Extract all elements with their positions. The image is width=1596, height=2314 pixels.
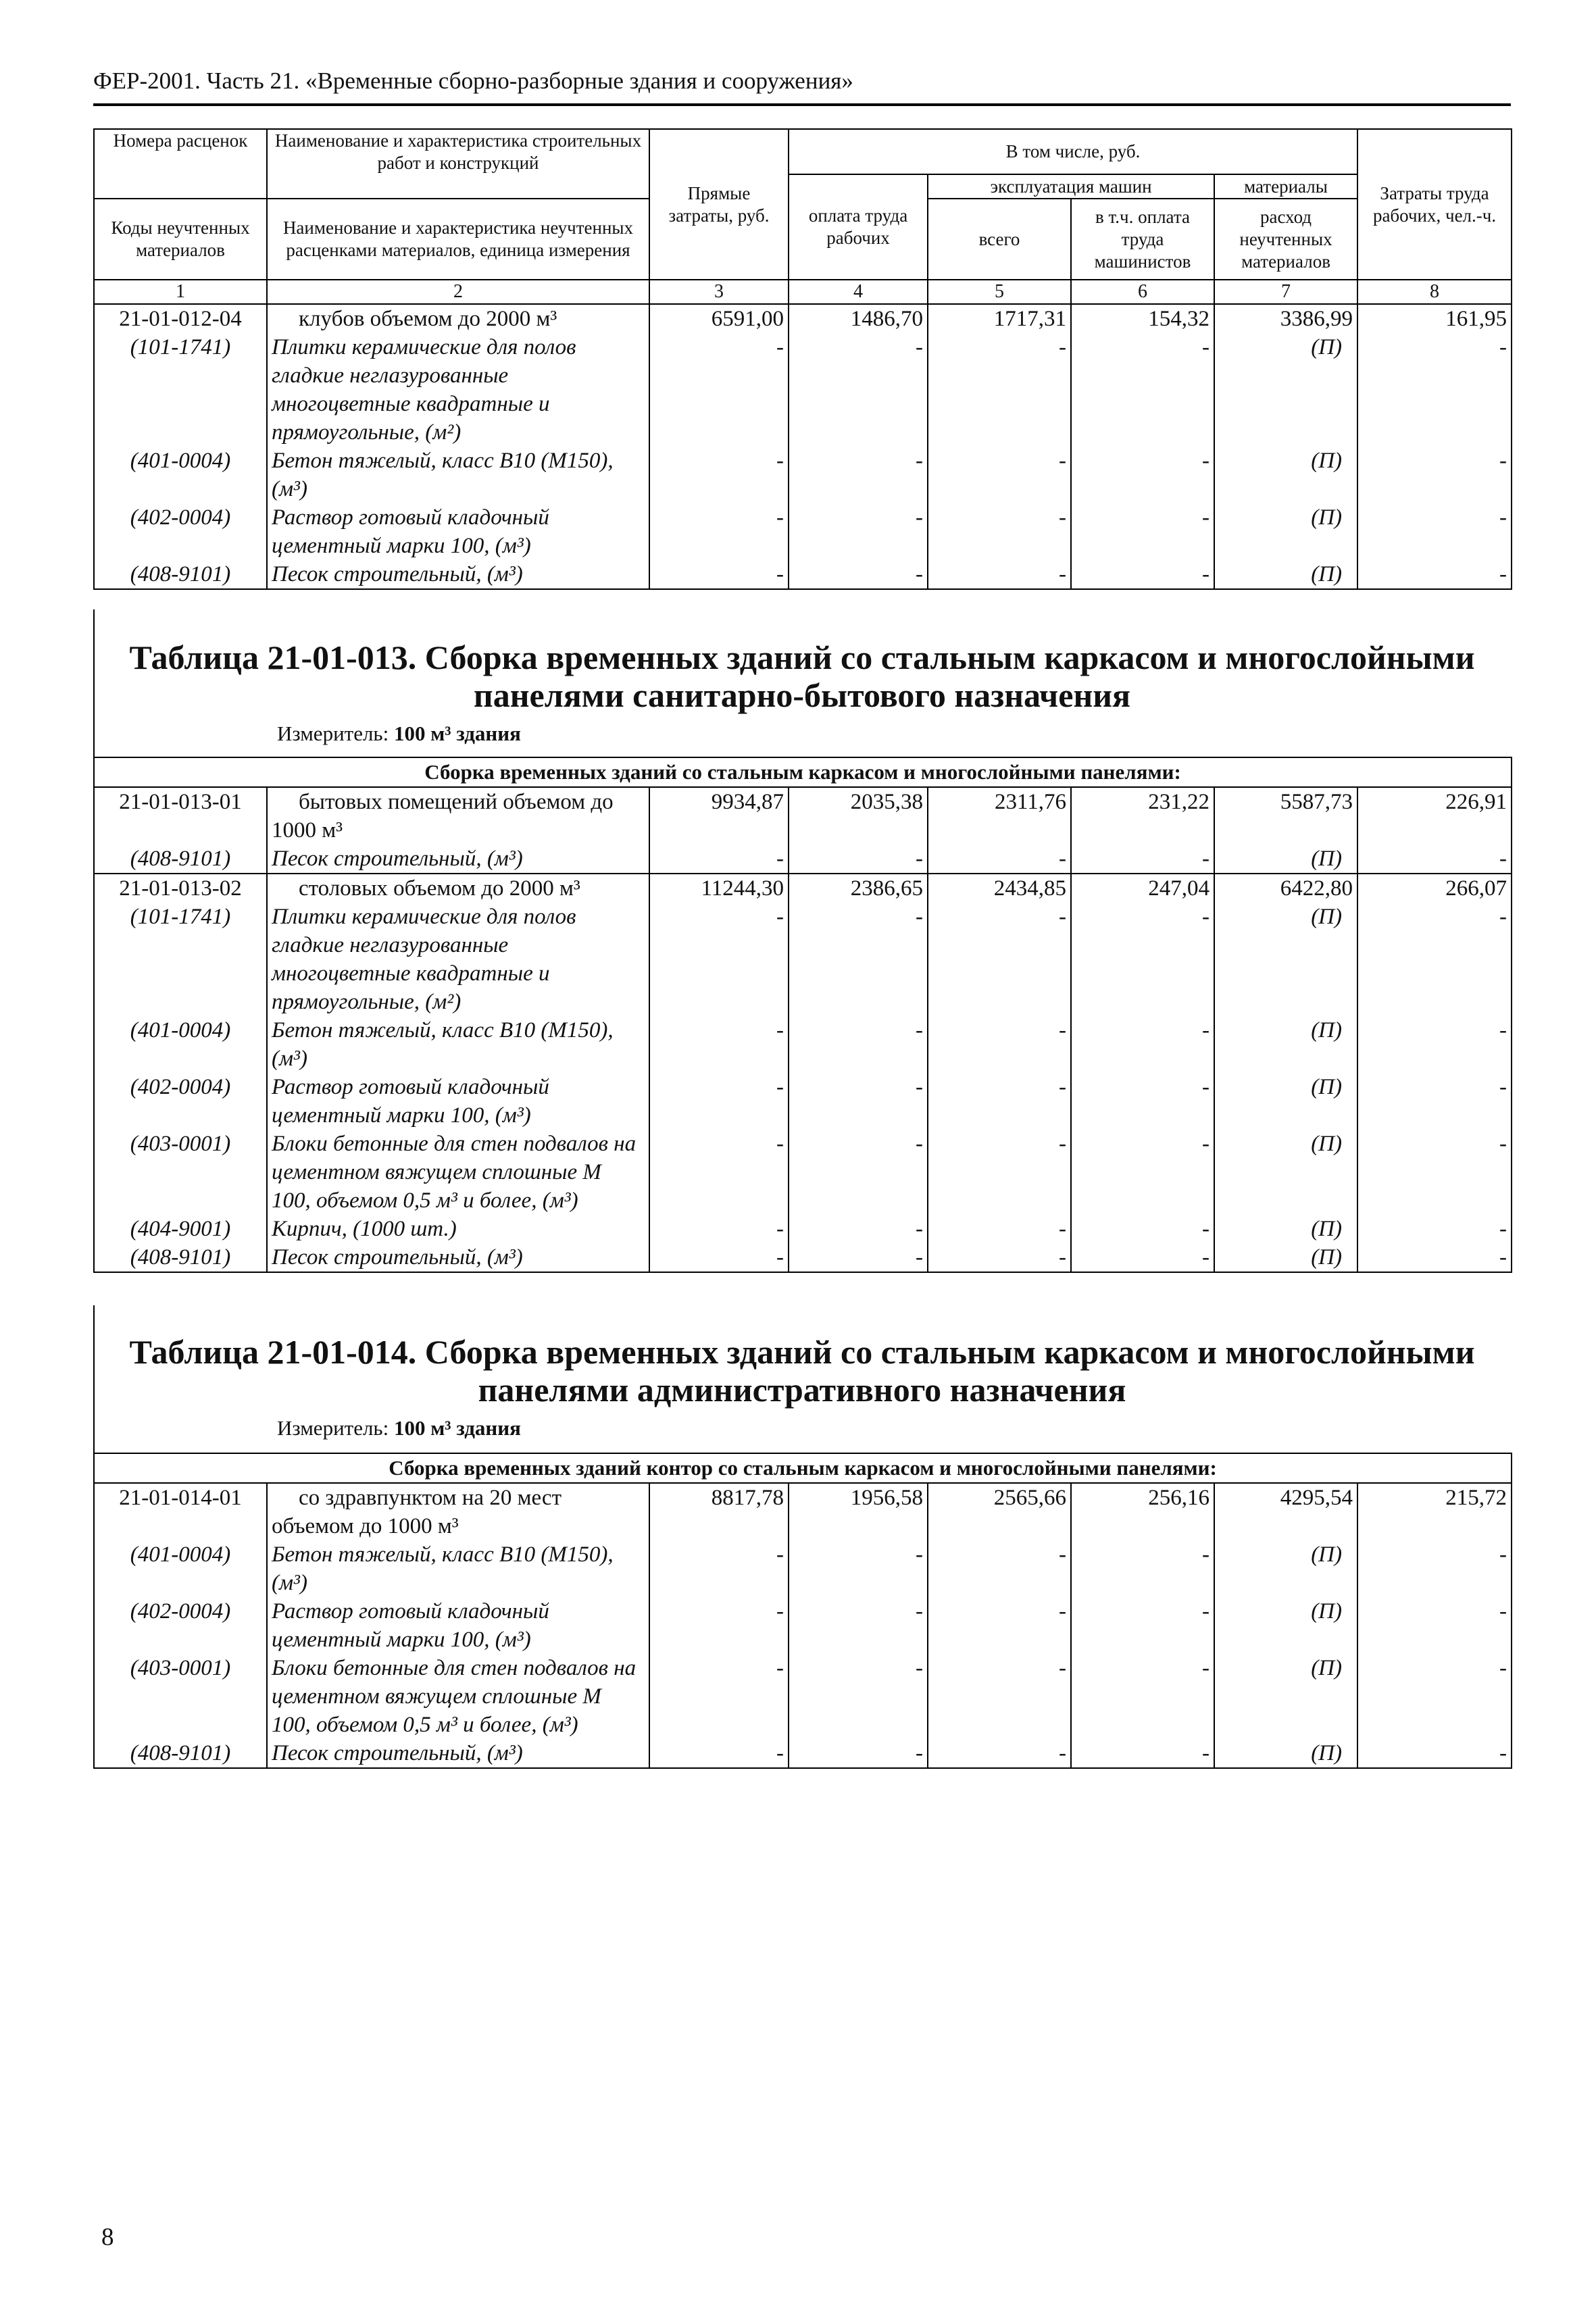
value-cell: - [789, 903, 928, 1016]
material-name: Песок строительный, (м³) [267, 1739, 649, 1768]
value-cell: 6591,00 [649, 304, 789, 333]
material-name: Раствор готовый кладочный цементный марки 100, (м³) [267, 1597, 649, 1654]
value-cell: - [649, 560, 789, 589]
value-cell: - [1357, 1597, 1512, 1654]
value-cell: - [1357, 333, 1512, 447]
value-cell: 11244,30 [649, 874, 789, 903]
value-cell: (П) [1214, 560, 1357, 589]
value-cell: - [649, 1739, 789, 1768]
value-cell: - [649, 1243, 789, 1272]
material-code: (402-0004) [94, 503, 267, 560]
value-cell: - [1357, 1654, 1512, 1739]
material-name: Бетон тяжелый, класс В10 (М150), (м³) [267, 447, 649, 503]
material-row [94, 447, 1512, 503]
value-cell: - [1071, 1654, 1214, 1739]
value-cell: - [789, 1073, 928, 1130]
value-cell: 2434,85 [928, 874, 1071, 903]
material-row [94, 1130, 1512, 1215]
value-cell: - [789, 333, 928, 447]
value-cell: 5587,73 [1214, 787, 1357, 845]
material-code: (408-9101) [94, 1243, 267, 1272]
col-header-material-names: Наименование и характеристика неучтенных расценками материалов, единица измерения [267, 199, 649, 280]
material-name: Плитки керамические для полов гладкие неглазурованные многоцветные квадратные и прямоугольные, (м²) [267, 903, 649, 1016]
material-code: (401-0004) [94, 447, 267, 503]
value-cell: - [649, 447, 789, 503]
value-cell: - [928, 845, 1071, 874]
value-cell: - [789, 447, 928, 503]
header-rule [93, 103, 1511, 106]
material-name: Песок строительный, (м³) [267, 1243, 649, 1272]
material-code: (408-9101) [94, 845, 267, 874]
value-cell: (П) [1214, 1016, 1357, 1073]
value-cell: - [649, 333, 789, 447]
material-row [94, 903, 1512, 1016]
material-code: (101-1741) [94, 333, 267, 447]
material-row [94, 1654, 1512, 1739]
value-cell: - [649, 1016, 789, 1073]
value-cell: - [1357, 1215, 1512, 1243]
column-number: 4 [789, 280, 928, 304]
value-cell: - [789, 845, 928, 874]
rate-code: 21-01-014-01 [94, 1483, 267, 1540]
column-number: 1 [94, 280, 267, 304]
column-number: 3 [649, 280, 789, 304]
value-cell: - [1071, 1073, 1214, 1130]
value-cell: - [1357, 447, 1512, 503]
value-cell: - [789, 560, 928, 589]
material-name: Кирпич, (1000 шт.) [267, 1215, 649, 1243]
value-cell: 2386,65 [789, 874, 928, 903]
value-cell: - [1357, 1130, 1512, 1215]
value-cell: - [1071, 560, 1214, 589]
value-cell: - [1357, 1739, 1512, 1768]
value-cell: - [649, 845, 789, 874]
material-row [94, 1597, 1512, 1654]
work-name: столовых объемом до 2000 м³ [267, 874, 649, 903]
value-cell: - [1071, 1215, 1214, 1243]
section-heading: Сборка временных зданий контор со стальным каркасом и многослойными панелями: [94, 1453, 1512, 1483]
value-cell: 3386,99 [1214, 304, 1357, 333]
col-header-material-consumption: расход неучтенных материалов [1214, 199, 1357, 280]
running-header: ФЕР-2001. Часть 21. «Временные сборно-разборные здания и сооружения» [93, 68, 853, 94]
material-name: Плитки керамические для полов гладкие неглазурованные многоцветные квадратные и прямоугольные, (м²) [267, 333, 649, 447]
value-cell: - [1357, 845, 1512, 874]
value-cell: - [649, 1540, 789, 1597]
value-cell: (П) [1214, 1215, 1357, 1243]
value-cell: 8817,78 [649, 1483, 789, 1540]
value-cell: (П) [1214, 503, 1357, 560]
value-cell: 9934,87 [649, 787, 789, 845]
value-cell: 1956,58 [789, 1483, 928, 1540]
value-cell: (П) [1214, 1739, 1357, 1768]
value-cell: - [649, 1130, 789, 1215]
value-cell: - [1071, 903, 1214, 1016]
material-code: (403-0001) [94, 1130, 267, 1215]
value-cell: 1717,31 [928, 304, 1071, 333]
value-cell: (П) [1214, 1540, 1357, 1597]
value-cell: (П) [1214, 1243, 1357, 1272]
value-cell: - [1071, 503, 1214, 560]
value-cell: 161,95 [1357, 304, 1512, 333]
material-name: Раствор готовый кладочный цементный марки 100, (м³) [267, 1073, 649, 1130]
value-cell: - [928, 1215, 1071, 1243]
value-cell: - [928, 503, 1071, 560]
value-cell: - [928, 1073, 1071, 1130]
price-table-21-01-013 [93, 757, 1512, 1273]
rate-code: 21-01-013-02 [94, 874, 267, 903]
value-cell: (П) [1214, 845, 1357, 874]
value-cell: 154,32 [1071, 304, 1214, 333]
value-cell: (П) [1214, 1130, 1357, 1215]
column-number: 2 [267, 280, 649, 304]
value-cell: - [649, 1597, 789, 1654]
column-number: 7 [1214, 280, 1357, 304]
material-name: Блоки бетонные для стен подвалов на цементном вяжущем сплошные М 100, объемом 0,5 м³ и более, (м³) [267, 1654, 649, 1739]
material-name: Бетон тяжелый, класс В10 (М150), (м³) [267, 1016, 649, 1073]
value-cell: - [928, 560, 1071, 589]
value-cell: - [789, 1215, 928, 1243]
value-cell: (П) [1214, 1654, 1357, 1739]
section-heading: Сборка временных зданий со стальным каркасом и многослойными панелями: [94, 757, 1512, 787]
value-cell: - [1357, 1243, 1512, 1272]
value-cell: - [1357, 1073, 1512, 1130]
material-name: Песок строительный, (м³) [267, 845, 649, 874]
value-cell: - [789, 1540, 928, 1597]
col-header-in-total: В том числе, руб. [789, 129, 1357, 174]
value-cell: - [789, 1016, 928, 1073]
value-cell: 2311,76 [928, 787, 1071, 845]
value-cell: 231,22 [1071, 787, 1214, 845]
work-name: бытовых помещений объемом до 1000 м³ [267, 787, 649, 845]
material-name: Раствор готовый кладочный цементный марки 100, (м³) [267, 503, 649, 560]
rate-code: 21-01-013-01 [94, 787, 267, 845]
col-header-materials: материалы [1214, 174, 1357, 199]
material-code: (402-0004) [94, 1597, 267, 1654]
value-cell: - [789, 1597, 928, 1654]
value-cell: (П) [1214, 903, 1357, 1016]
material-name: Блоки бетонные для стен подвалов на цементном вяжущем сплошные М 100, объемом 0,5 м³ и более, (м³) [267, 1130, 649, 1215]
material-name: Бетон тяжелый, класс В10 (М150), (м³) [267, 1540, 649, 1597]
col-header-worker-wages: оплата труда рабочих [789, 174, 928, 280]
work-name: клубов объемом до 2000 м³ [267, 304, 649, 333]
value-cell: - [1071, 1739, 1214, 1768]
value-cell: - [1357, 903, 1512, 1016]
material-row [94, 845, 1512, 874]
value-cell: - [928, 1130, 1071, 1215]
value-cell: 215,72 [1357, 1483, 1512, 1540]
value-cell: - [1071, 1597, 1214, 1654]
material-code: (402-0004) [94, 1073, 267, 1130]
material-code: (401-0004) [94, 1016, 267, 1073]
material-row [94, 1215, 1512, 1243]
material-row [94, 1540, 1512, 1597]
column-number: 8 [1357, 280, 1512, 304]
col-header-direct-costs: Прямые затраты, руб. [649, 129, 789, 280]
value-cell: - [1357, 1540, 1512, 1597]
material-row [94, 1073, 1512, 1130]
material-row [94, 1016, 1512, 1073]
rate-row [94, 1483, 1512, 1540]
value-cell: 2035,38 [789, 787, 928, 845]
material-code: (403-0001) [94, 1654, 267, 1739]
value-cell: (П) [1214, 1597, 1357, 1654]
value-cell: - [928, 1597, 1071, 1654]
value-cell: - [928, 1739, 1071, 1768]
col-header-rate-number: Номера расценок [94, 129, 267, 174]
value-cell: (П) [1214, 1073, 1357, 1130]
column-numbers-row [94, 280, 1512, 304]
value-cell: - [928, 333, 1071, 447]
rate-code: 21-01-012-04 [94, 304, 267, 333]
rate-row [94, 787, 1512, 845]
value-cell: - [928, 903, 1071, 1016]
value-cell: 256,16 [1071, 1483, 1214, 1540]
col-header-machines-total: всего [928, 199, 1071, 280]
value-cell: - [1071, 447, 1214, 503]
col-header-labor-hours: Затраты труда рабочих, чел.-ч. [1357, 129, 1512, 280]
value-cell: - [928, 1654, 1071, 1739]
value-cell: - [649, 1073, 789, 1130]
value-cell: - [1071, 845, 1214, 874]
material-row [94, 1243, 1512, 1272]
value-cell: - [928, 1016, 1071, 1073]
col-header-machines: эксплуатация машин [928, 174, 1214, 199]
work-name: со здравпунктом на 20 мест объемом до 1000 м³ [267, 1483, 649, 1540]
rate-row [94, 874, 1512, 903]
value-cell: 226,91 [1357, 787, 1512, 845]
value-cell: - [1357, 1016, 1512, 1073]
column-number: 6 [1071, 280, 1214, 304]
column-number: 5 [928, 280, 1071, 304]
value-cell: 1486,70 [789, 304, 928, 333]
material-code: (404-9001) [94, 1215, 267, 1243]
material-row [94, 503, 1512, 560]
material-code: (401-0004) [94, 1540, 267, 1597]
value-cell: - [1357, 503, 1512, 560]
col-header-machinist-wages: в т.ч. оплата труда машинистов [1071, 199, 1214, 280]
value-cell: - [649, 903, 789, 1016]
material-code: (408-9101) [94, 560, 267, 589]
value-cell: - [789, 503, 928, 560]
material-row [94, 1739, 1512, 1768]
col-header-material-codes: Коды неучтенных материалов [94, 199, 267, 280]
price-table-main [93, 128, 1512, 590]
value-cell: - [789, 1243, 928, 1272]
value-cell: - [1071, 1016, 1214, 1073]
value-cell: - [789, 1739, 928, 1768]
value-cell: - [789, 1130, 928, 1215]
value-cell: (П) [1214, 447, 1357, 503]
measure-unit: Измеритель: 100 м³ здания [277, 1416, 521, 1440]
table-title: Таблица 21-01-014. Сборка временных зданий со стальным каркасом и многослойными панелями административного назначения [129, 1333, 1475, 1409]
value-cell: - [928, 1540, 1071, 1597]
value-cell: 2565,66 [928, 1483, 1071, 1540]
value-cell: 266,07 [1357, 874, 1512, 903]
table-title: Таблица 21-01-013. Сборка временных зданий со стальным каркасом и многослойными панелями санитарно-бытового назначения [129, 638, 1475, 714]
value-cell: - [1357, 560, 1512, 589]
col-header-work-name: Наименование и характеристика строительных работ и конструкций [267, 129, 649, 174]
value-cell: - [1071, 333, 1214, 447]
value-cell: - [1071, 1243, 1214, 1272]
value-cell: - [928, 447, 1071, 503]
page-number: 8 [101, 2223, 114, 2251]
value-cell: - [1071, 1130, 1214, 1215]
value-cell: - [649, 503, 789, 560]
value-cell: 4295,54 [1214, 1483, 1357, 1540]
value-cell: - [649, 1215, 789, 1243]
price-table-21-01-014 [93, 1453, 1512, 1769]
rate-row [94, 304, 1512, 333]
value-cell: - [1071, 1540, 1214, 1597]
measure-unit: Измеритель: 100 м³ здания [277, 722, 521, 745]
material-code: (408-9101) [94, 1739, 267, 1768]
material-row [94, 560, 1512, 589]
material-code: (101-1741) [94, 903, 267, 1016]
value-cell: - [928, 1243, 1071, 1272]
material-name: Песок строительный, (м³) [267, 560, 649, 589]
value-cell: - [649, 1654, 789, 1739]
value-cell: 6422,80 [1214, 874, 1357, 903]
material-row [94, 333, 1512, 447]
value-cell: - [789, 1654, 928, 1739]
value-cell: 247,04 [1071, 874, 1214, 903]
value-cell: (П) [1214, 333, 1357, 447]
